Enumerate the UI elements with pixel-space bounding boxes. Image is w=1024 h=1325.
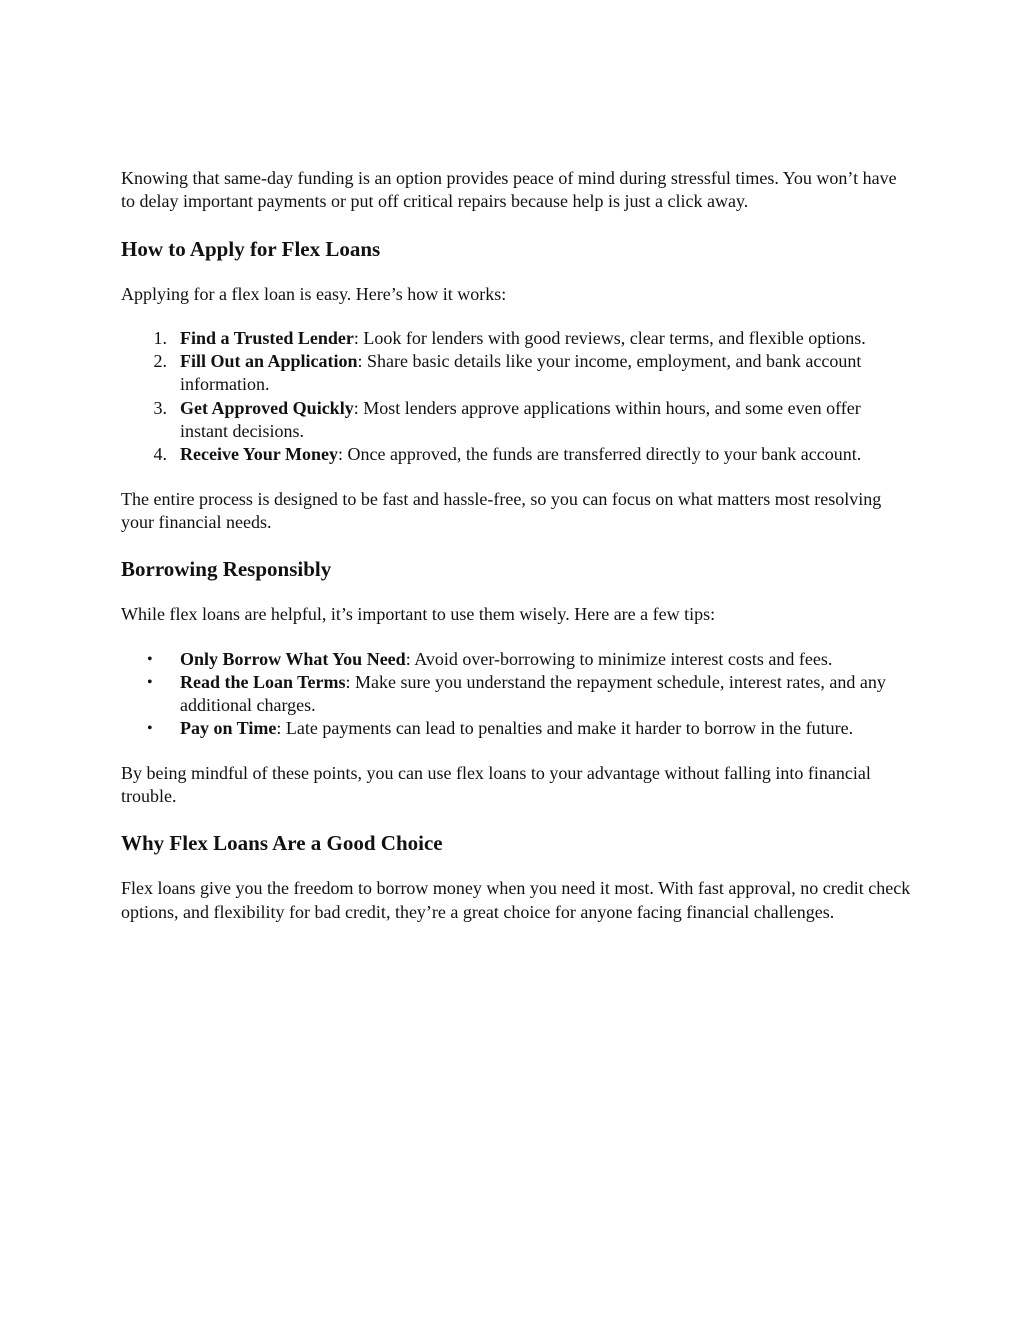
step-title: Find a Trusted Lender xyxy=(180,327,354,348)
heading-borrowing-responsibly: Borrowing Responsibly xyxy=(121,557,332,582)
intro-paragraph: Knowing that same-day funding is an option provides peace of mind during stressful times. You won’t have to delay important payments or put off critical repairs because help is just a click away. xyxy=(121,168,897,212)
list-item xyxy=(121,671,911,718)
step-title: Get Approved Quickly xyxy=(180,397,354,418)
list-number: 2. xyxy=(153,351,167,372)
list-item xyxy=(121,648,911,671)
choice-body-paragraph: Flex loans give you the freedom to borrow money when you need it most. With fast approval, no credit check options, and flexibility for bad credit, they’re a great choice for anyone facing financial challenges. xyxy=(121,878,911,922)
list-number: 1. xyxy=(153,327,167,348)
list-item xyxy=(121,327,911,350)
step-title: Receive Your Money xyxy=(180,444,338,465)
list-number: 3. xyxy=(153,397,167,418)
tip-text: : Late payments can lead to penalties and make it harder to borrow in the future. xyxy=(276,718,854,739)
tip-title: Only Borrow What You Need xyxy=(180,648,406,669)
apply-closing-paragraph: The entire process is designed to be fast and hassle-free, so you can focus on what matters most resolving your financial needs. xyxy=(121,488,882,532)
responsibly-closing-paragraph: By being mindful of these points, you can use flex loans to your advantage without falling into financial trouble. xyxy=(121,762,871,807)
tips-list xyxy=(121,648,911,741)
list-number: 4. xyxy=(153,444,167,465)
list-item xyxy=(121,397,911,444)
tip-title: Read the Loan Terms xyxy=(180,671,346,692)
bullet-icon: • xyxy=(147,720,153,738)
apply-intro-paragraph: Applying for a flex loan is easy. Here’s how it works: xyxy=(121,283,507,304)
document-page xyxy=(121,167,911,924)
list-item xyxy=(121,443,911,466)
apply-steps-list xyxy=(121,327,911,467)
step-text: : Most lenders approve applications within hours, and some even offer instant decisions. xyxy=(180,397,861,442)
responsibly-intro-paragraph: While flex loans are helpful, it’s important to use them wisely. Here are a few tips: xyxy=(121,604,716,625)
step-text: : Once approved, the funds are transferred directly to your bank account. xyxy=(337,444,862,465)
bullet-icon: • xyxy=(147,673,153,691)
tip-text: : Avoid over-borrowing to minimize interest costs and fees. xyxy=(405,648,833,669)
tip-title: Pay on Time xyxy=(180,718,277,739)
heading-why-flex-loans: Why Flex Loans Are a Good Choice xyxy=(121,831,443,856)
step-text: : Share basic details like your income, employment, and bank account information. xyxy=(180,351,862,395)
tip-text: : Make sure you understand the repayment schedule, interest rates, and any additional charges. xyxy=(180,671,886,716)
list-item xyxy=(121,350,911,397)
step-title: Fill Out an Application xyxy=(180,351,358,372)
bullet-icon: • xyxy=(147,650,153,668)
list-item xyxy=(121,717,911,740)
step-text: : Look for lenders with good reviews, clear terms, and flexible options. xyxy=(353,327,866,348)
heading-how-to-apply: How to Apply for Flex Loans xyxy=(121,236,381,261)
